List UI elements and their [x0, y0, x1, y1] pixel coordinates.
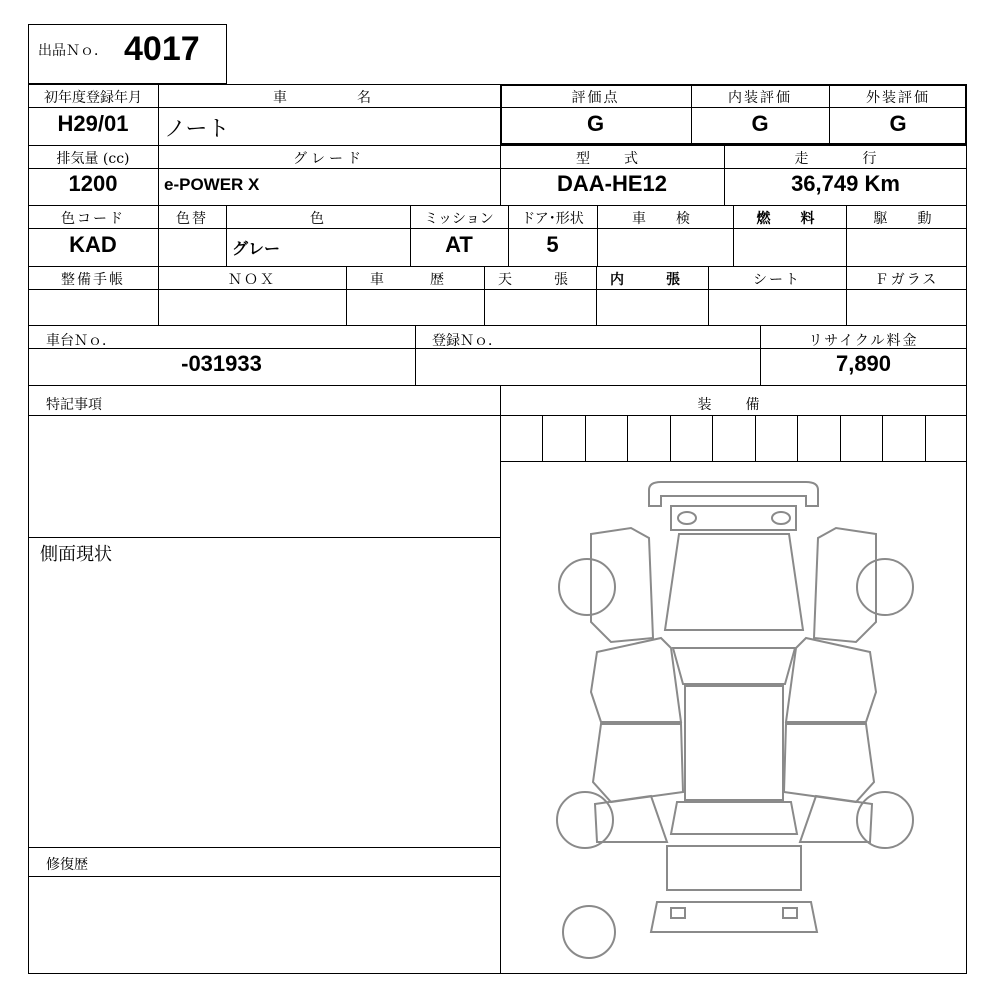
grade-value: e-POWER X — [164, 175, 260, 194]
front-grille — [671, 506, 796, 530]
equipment-cell-divider — [542, 415, 543, 461]
color-code-value: KAD — [69, 232, 117, 257]
left-taillight — [671, 908, 685, 918]
exterior-value: G — [889, 111, 907, 136]
mileage-label: 走 行 — [794, 151, 897, 167]
equipment-cell-divider — [627, 415, 628, 461]
row5-bottom-line — [28, 385, 967, 386]
recycle-label: リサイクル料金 — [808, 333, 919, 349]
row4-mid-line — [28, 289, 967, 290]
repair-section-line-2 — [28, 876, 500, 877]
rear-window — [671, 802, 797, 834]
model-label: 型 式 — [576, 151, 648, 167]
right-headlight — [772, 512, 790, 524]
interior-value: G — [751, 111, 769, 136]
displacement-label: 排気量 (cc) — [56, 151, 130, 167]
row4-bottom-line — [28, 325, 967, 326]
left-front-fender — [591, 528, 653, 642]
left-quarter — [595, 796, 667, 842]
model-value: DAA-HE12 — [556, 171, 668, 196]
car-name-label: 車 名 — [273, 90, 385, 106]
color-value: グレー — [232, 239, 281, 258]
car-name-value: ノート — [164, 117, 230, 142]
row1-bottom-line — [28, 145, 967, 146]
windshield — [673, 648, 795, 684]
equipment-cell-divider — [670, 415, 671, 461]
repair-section-line — [28, 847, 500, 848]
chassis-label: 車台Ｎｏ． — [46, 333, 116, 349]
side-section-line — [28, 537, 500, 538]
equipment-cell-divider — [712, 415, 713, 461]
repaint-label: 色替 — [176, 211, 208, 227]
grade-label: グレード — [293, 151, 365, 167]
equipment-cell-divider — [882, 415, 883, 461]
f-glass-label: Ｆガラス — [874, 272, 939, 288]
interior-trim-label: 内 張 — [610, 272, 694, 288]
equipment-cell-divider — [925, 415, 926, 461]
right-front-door — [786, 638, 876, 722]
mileage-value: 36,749 Km — [791, 171, 900, 196]
left-headlight — [678, 512, 696, 524]
transmission-label: ミッション — [424, 211, 494, 227]
color-label: 色 — [310, 211, 326, 227]
maintenance-label: 整備手帳 — [61, 272, 125, 288]
color-code-label: 色コード — [61, 211, 125, 227]
equipment-cell-divider — [797, 415, 798, 461]
row3-bottom-line — [28, 266, 967, 267]
left-front-wheel — [559, 559, 615, 615]
row2-bottom-line — [28, 205, 967, 206]
lot-number-label: 出品Ｎｏ． — [38, 43, 108, 59]
transmission-value: AT — [445, 232, 473, 257]
lot-number: 4017 — [124, 30, 200, 68]
nox-label: ＮＯＸ — [228, 272, 276, 288]
front-bumper — [649, 482, 818, 506]
repair-history-label: 修復歴 — [46, 857, 88, 873]
inspection-label: 車 検 — [632, 211, 698, 227]
right-front-fender — [814, 528, 876, 642]
score-label: 評価点 — [571, 90, 620, 106]
recycle-value: 7,890 — [835, 351, 892, 376]
door-value: 5 — [546, 232, 559, 257]
section-header-line — [28, 415, 967, 416]
row5-div-1 — [415, 325, 416, 385]
equipment-cell-divider — [585, 415, 586, 461]
equipment-cell-divider — [755, 415, 756, 461]
history-label: 車 歴 — [370, 272, 460, 288]
chassis-value: -031933 — [181, 351, 262, 376]
ceiling-label: 天 張 — [498, 272, 582, 288]
first-reg-value: H29/01 — [57, 111, 129, 136]
hood — [665, 534, 803, 630]
row2-mid-line — [28, 168, 967, 169]
door-label: ドア･形状 — [521, 211, 584, 227]
roof — [685, 686, 783, 800]
right-front-wheel — [857, 559, 913, 615]
car-diagram — [501, 462, 966, 973]
right-rear-wheel — [857, 792, 913, 848]
side-condition-label: 側面現状 — [40, 544, 112, 565]
row3-mid-line — [28, 228, 967, 229]
left-rear-wheel — [557, 792, 613, 848]
first-reg-label: 初年度登録年月 — [44, 90, 142, 106]
right-taillight — [783, 908, 797, 918]
score-value: G — [586, 111, 605, 136]
fuel-label: 燃 料 — [756, 211, 823, 227]
left-front-door — [591, 638, 681, 722]
remarks-label: 特記事項 — [46, 397, 102, 413]
left-rear-door — [593, 724, 683, 802]
trunk-lid — [667, 846, 801, 890]
registration-label: 登録Ｎｏ． — [432, 333, 502, 349]
seat-label: シート — [753, 272, 801, 288]
exterior-label: 外装評価 — [866, 90, 930, 106]
interior-label: 内装評価 — [728, 90, 792, 106]
right-rear-door — [784, 724, 874, 802]
drive-label: 駆 動 — [873, 211, 940, 227]
equipment-cell-divider — [840, 415, 841, 461]
displacement-value: 1200 — [68, 171, 118, 196]
equipment-label: 装 備 — [697, 397, 770, 413]
spare-wheel — [563, 906, 615, 958]
